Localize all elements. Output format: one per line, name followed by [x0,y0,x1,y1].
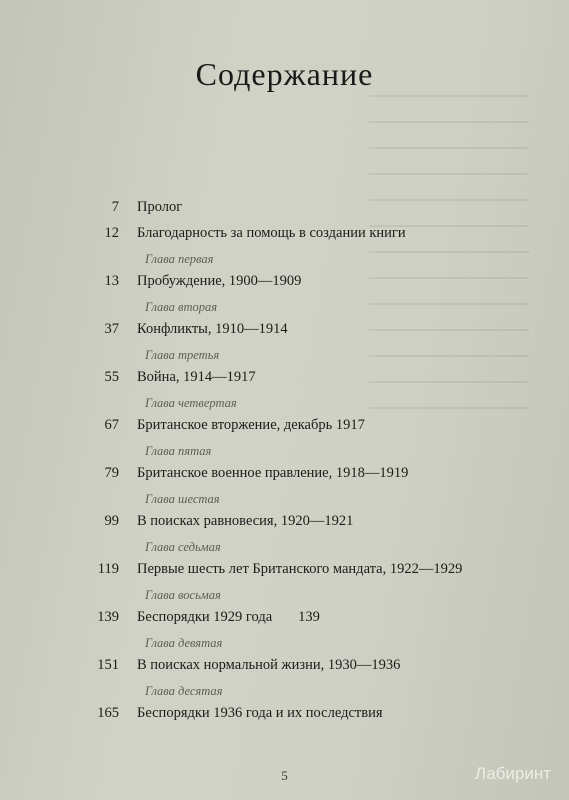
toc-entry-title: Беспорядки 1936 года и их последствия [137,705,383,721]
chapter-label: Глава первая [145,252,214,266]
toc-entry-title: Пролог [137,199,183,215]
toc-entry-chapter-8[interactable] [0,606,569,632]
toc-entry-title-text: Беспорядки 1929 года [137,609,273,625]
toc-page-number: 37 [104,321,119,337]
toc-entry-prologue[interactable] [0,196,569,222]
toc-page-number: 165 [97,705,119,721]
toc-entry-title: Британское вторжение, декабрь 1917 [137,417,365,433]
toc-entry-title: Конфликты, 1910—1914 [137,321,288,337]
page-number: 5 [281,768,288,783]
toc-page-number: 139 [97,609,119,625]
toc-page-number: 55 [104,369,119,385]
chapter-label: Глава вторая [145,300,218,314]
toc-entry-title: Пробуждение, 1900—1909 [137,273,302,289]
toc-entry-chapter-7[interactable] [0,558,569,584]
page-title: Содержание [195,56,374,92]
toc-entry-chapter-3[interactable] [0,366,569,392]
toc-entry-title [137,609,320,626]
table-of-contents [0,196,569,728]
toc-page-number: 13 [104,273,119,289]
toc-page-number: 79 [104,465,119,481]
chapter-label: Глава пятая [145,444,212,458]
toc-page-number: 119 [97,561,119,577]
toc-entry-title: В поисках равновесия, 1920—1921 [137,513,354,529]
toc-entry-chapter-9[interactable] [0,654,569,680]
toc-entry-chapter-10[interactable] [0,702,569,728]
toc-inline-page-number: 139 [298,609,320,625]
toc-entry-acknowledgements[interactable] [0,222,569,248]
toc-page-number: 7 [111,199,119,215]
chapter-label: Глава четвертая [145,396,237,410]
toc-page-number: 67 [104,417,119,433]
toc-page-number: 99 [104,513,119,529]
toc-entry-chapter-4[interactable] [0,414,569,440]
toc-entry-title: Благодарность за помощь в создании книги [137,225,406,241]
chapter-label: Глава третья [145,348,220,362]
toc-entry-chapter-1[interactable] [0,270,569,296]
chapter-label: Глава десятая [145,684,223,698]
toc-entry-title: Британское военное правление, 1918—1919 [137,465,409,481]
toc-page-number: 12 [104,225,119,241]
watermark-logo: Лабиринт [475,764,551,783]
chapter-label: Глава девятая [145,636,223,650]
chapter-label: Глава восьмая [145,588,221,602]
toc-entry-chapter-6[interactable] [0,510,569,536]
toc-entry-title: В поисках нормальной жизни, 1930—1936 [137,657,401,673]
toc-entry-chapter-5[interactable] [0,462,569,488]
toc-entry-chapter-2[interactable] [0,318,569,344]
chapter-label: Глава седьмая [145,540,221,554]
chapter-label: Глава шестая [145,492,220,506]
toc-page-number: 151 [97,657,119,673]
toc-entry-title: Война, 1914—1917 [137,369,256,385]
toc-entry-title: Первые шесть лет Британского мандата, 1922—1929 [137,561,463,577]
